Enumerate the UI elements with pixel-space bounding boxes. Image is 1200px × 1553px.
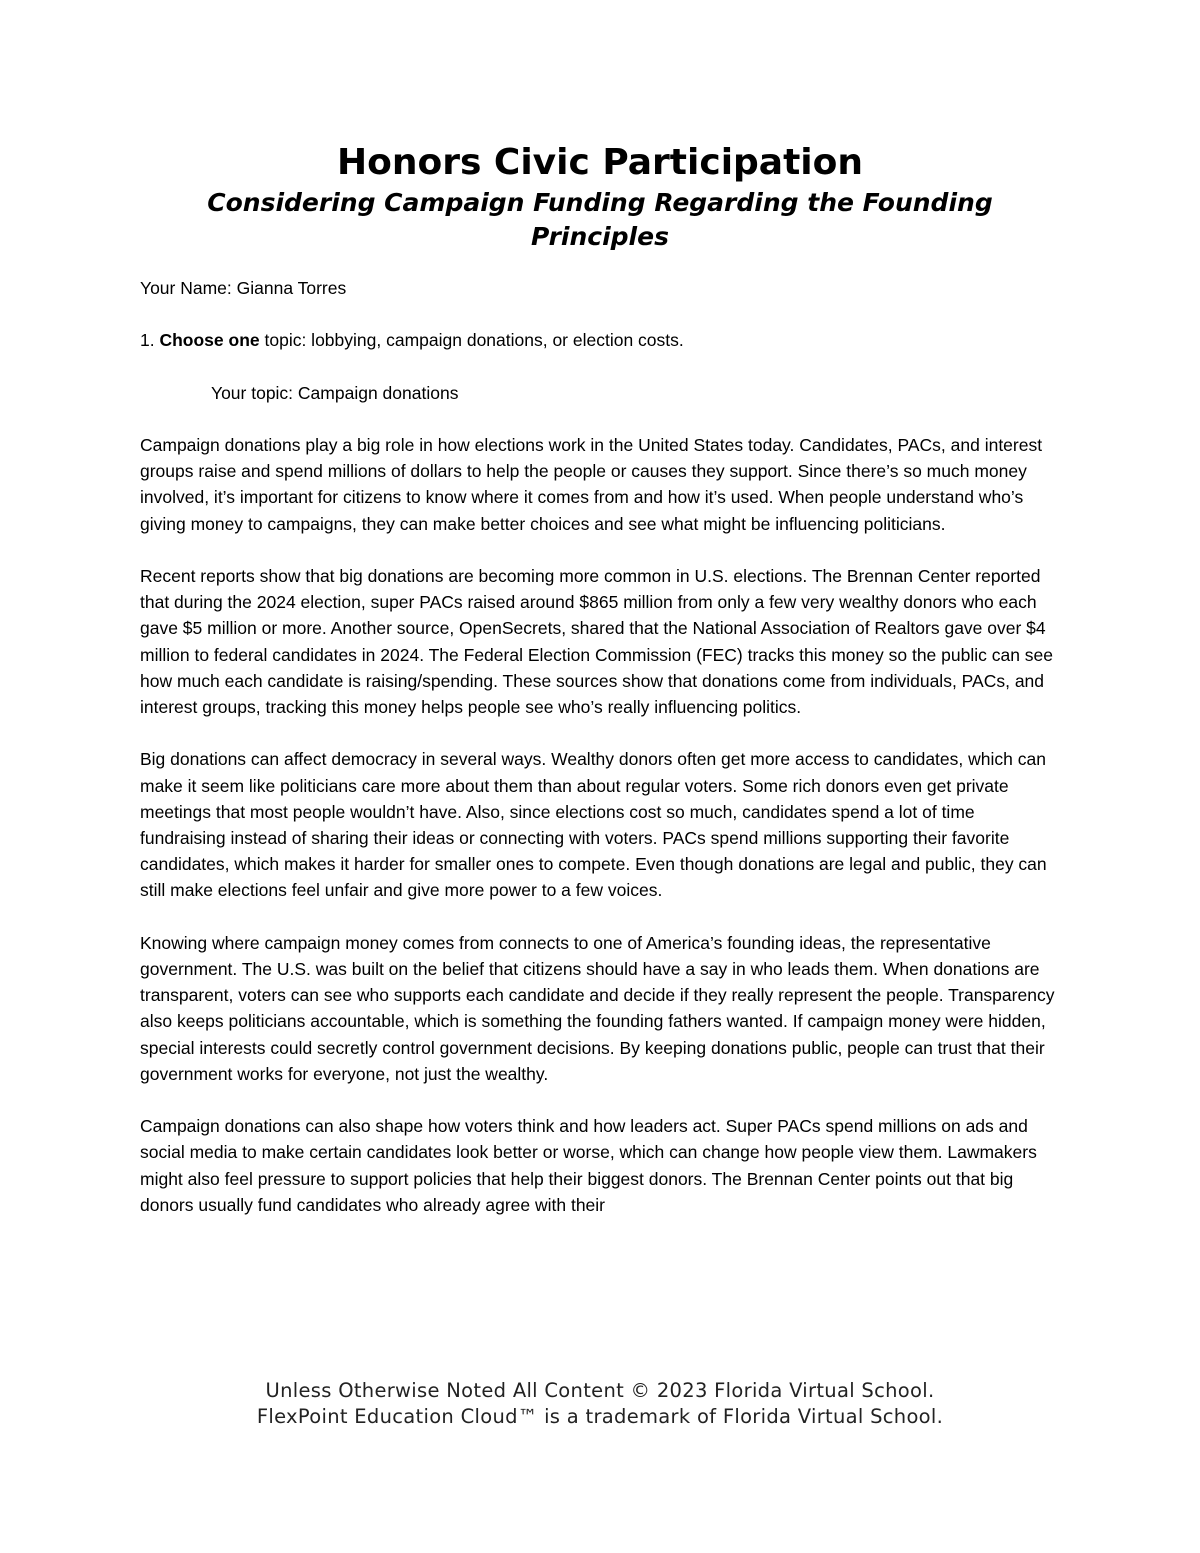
essay-paragraph-2: Recent reports show that big donations are becoming more common in U.S. elections. The Brennan Center reported that during the 2024 election, super PACs raised around $865 million from only a few very wealthy donors who each gave $5 million or more. Another source, OpenSecrets, shared that the National Association of Realtors gave over $4 million to federal candidates in 2024. The Federal Election Commission (FEC) tracks this money so the public can see how much each candidate is raising/spending. These sources show that donations come from individuals, PACs, and interest groups, tracking this money helps people see who’s really influencing politics. (140, 566, 1054, 718)
essay-paragraph-5: Campaign donations can also shape how voters think and how leaders act. Super PACs spend millions on ads and social media to make certain candidates look better or worse, which can change how people view them. Lawmakers might also feel pressure to support policies that help their biggest donors. The Brennan Center points out that big donors usually fund candidates who already agree with their (140, 1116, 1037, 1215)
question-emphasis: Choose one (159, 330, 260, 350)
question-number: 1. (140, 330, 160, 350)
topic-value: Campaign donations (297, 383, 459, 403)
document-title: Honors Civic Participation (336, 142, 864, 183)
question-text: topic: lobbying, campaign donations, or election costs. (259, 330, 684, 350)
topic-line (211, 380, 1061, 406)
name-value: Gianna Torres (236, 278, 347, 298)
student-name-line (140, 275, 1060, 301)
essay-paragraph-4: Knowing where campaign money comes from connects to one of America’s founding ideas, the representative government. The U.S. was built on the belief that citizens should have a say in who leads them. When donations are transparent, voters can see who supports each candidate and decide if they really represent the people. Transparency also keeps politicians accountable, which is something the founding fathers wanted. If campaign money were hidden, special interests could secretly control government decisions. By keeping donations public, people can trust that their government works for everyone, not just the wealthy. (140, 932, 1055, 1084)
page-footer (0, 1378, 1200, 1430)
footer-trademark: FlexPoint Education Cloud™ is a trademark of Florida Virtual School. (256, 1405, 944, 1428)
topic-label: Your topic: (211, 383, 298, 403)
footer-copyright: Unless Otherwise Noted All Content © 2023 Florida Virtual School. (265, 1379, 935, 1402)
essay-body (140, 432, 1060, 1244)
document-subtitle: Considering Campaign Funding Regarding the Founding Principles (207, 188, 993, 251)
essay-paragraph-1: Campaign donations play a big role in how elections work in the United States today. Candidates, PACs, and interest groups raise and spend millions of dollars to help the people or causes they support. Since there’s so much money involved, it’s important for citizens to know where it comes from and how it’s used. When people understand who’s giving money to campaigns, they can make better choices and see what might be influencing politicians. (140, 435, 1043, 534)
question-1 (140, 327, 1060, 353)
name-label: Your Name: (140, 278, 237, 298)
essay-paragraph-3: Big donations can affect democracy in several ways. Wealthy donors often get more access to candidates, which can make it seem like politicians care more about them than about regular voters. Some rich donors even get private meetings that most people wouldn’t have. Also, since elections cost so much, candidates spend a lot of time fundraising instead of sharing their ideas or connecting with voters. PACs spend millions supporting their favorite candidates, which makes it harder for smaller ones to compete. Even though donations are legal and public, they can still make elections feel unfair and give more power to a few voices. (140, 749, 1047, 901)
